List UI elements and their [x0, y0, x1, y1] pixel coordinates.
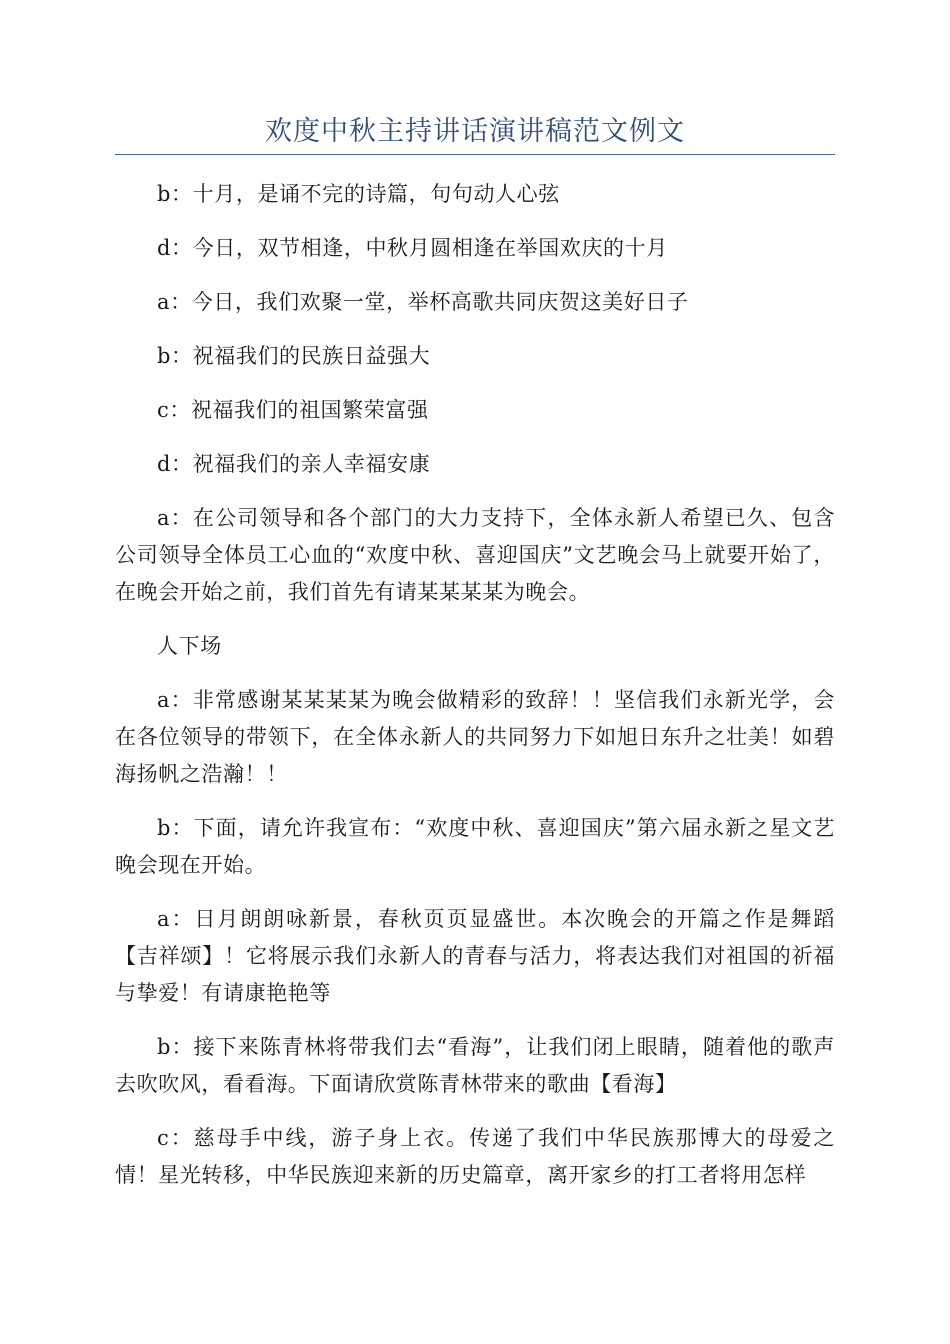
paragraph-13: c：慈母手中线，游子身上衣。传递了我们中华民族那博大的母爱之情！星光转移，中华民族迎来新的历史篇章，离开家乡的打工者将用怎样 [115, 1126, 835, 1187]
title-underline [115, 154, 835, 155]
paragraph-3: a：今日，我们欢聚一堂，举杯高歌共同庆贺这美好日子 [157, 290, 689, 314]
paragraph-9: a：非常感谢某某某某为晚会做精彩的致辞！！坚信我们永新光学，会在各位领导的带领下，在全体永新人的共同努力下如旭日东升之壮美！如碧海扬帆之浩瀚！！ [115, 688, 835, 786]
paragraph-2: d：今日，双节相逢，中秋月圆相逢在举国欢庆的十月 [157, 236, 668, 260]
paragraph-11: a：日月朗朗咏新景，春秋页页显盛世。本次晚会的开篇之作是舞蹈【吉祥颂】！它将展示我们永新人的青春与活力，将表达我们对祖国的祈福与挚爱！有请康艳艳等 [115, 907, 835, 1005]
document-body [115, 176, 835, 1211]
paragraph-4: b：祝福我们的民族日益强大 [157, 344, 431, 368]
paragraph-8: 人下场 [157, 634, 222, 658]
paragraph-6: d：祝福我们的亲人幸福安康 [157, 452, 431, 476]
paragraph-5: c：祝福我们的祖国繁荣富强 [157, 398, 429, 422]
paragraph-12: b：接下来陈青林将带我们去“看海”，让我们闭上眼睛，随着他的歌声去吹吹风，看看海。下面请欣赏陈青林带来的歌曲【看海】 [115, 1035, 835, 1096]
paragraph-7: a：在公司领导和各个部门的大力支持下，全体永新人希望已久、包含公司领导全体员工心血的“欢度中秋、喜迎国庆”文艺晚会马上就要开始了，在晚会开始之前，我们首先有请某某某某为晚会。 [115, 506, 835, 604]
paragraph-1: b：十月，是诵不完的诗篇，句句动人心弦 [157, 182, 560, 206]
document-title: 欢度中秋主持讲话演讲稿范文例文 [265, 116, 685, 147]
paragraph-10: b：下面，请允许我宣布：“欢度中秋、喜迎国庆”第六届永新之星文艺晚会现在开始。 [115, 816, 835, 877]
